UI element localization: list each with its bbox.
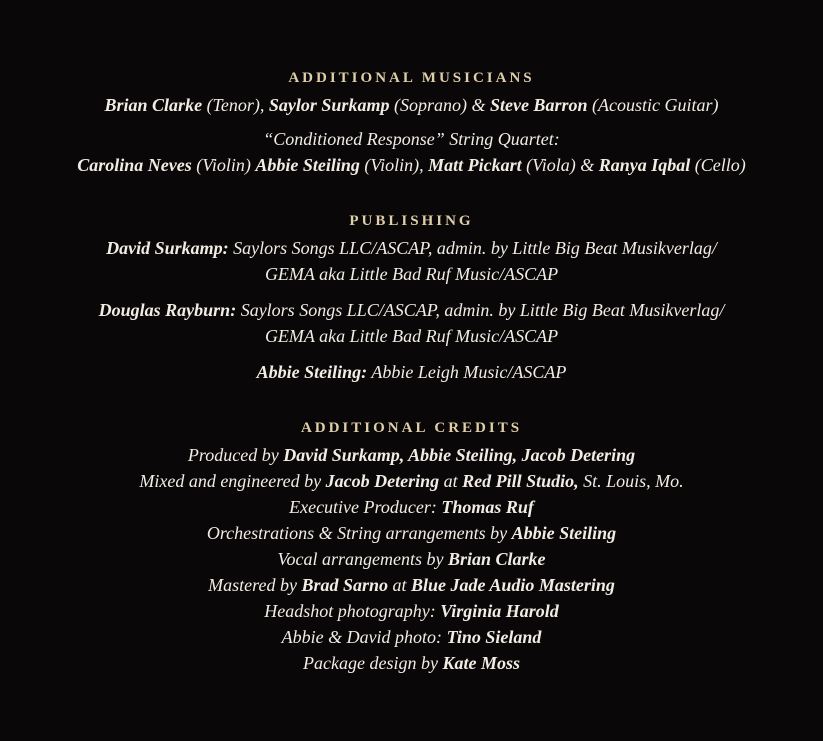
credit-name: Saylor Surkamp <box>268 95 390 115</box>
credit-line-executive-producer <box>0 494 823 520</box>
credit-name: Ranya Iqbal <box>598 155 691 175</box>
credit-name: Red Pill Studio, <box>462 471 579 491</box>
credit-line-abbie-david-photo <box>0 624 823 650</box>
credit-name: David Surkamp: <box>106 238 229 258</box>
credit-line-mastered <box>0 572 823 598</box>
credit-line-vocal-arrangements <box>0 546 823 572</box>
credit-role-text: Abbie & David photo: <box>281 627 447 647</box>
publishing-entry-abbie-steiling <box>0 359 823 385</box>
credit-role-text: (Violin), <box>359 155 429 175</box>
credit-line-produced <box>0 442 823 468</box>
credit-name: Douglas Rayburn: <box>98 300 237 320</box>
credit-name: Thomas Ruf <box>441 497 534 517</box>
credit-line-package-design <box>0 650 823 676</box>
quartet-title: “Conditioned Response” String Quartet: <box>263 129 560 149</box>
credit-role-text: Abbie Leigh Music/ASCAP <box>367 362 567 382</box>
credit-name: Brian Clarke <box>447 549 546 569</box>
credit-name: Steve Barron <box>489 95 588 115</box>
publishing-line <box>0 235 823 261</box>
credit-line-mixed-engineered <box>0 468 823 494</box>
credit-name: Kate Moss <box>442 653 520 673</box>
credit-name: Matt Pickart <box>428 155 522 175</box>
publishing-heading: PUBLISHING <box>349 213 474 229</box>
musicians-line <box>0 92 823 118</box>
credit-role-text: Saylors Songs LLC/ASCAP, admin. by Little Big Beat Musikverlag/ <box>236 300 725 320</box>
credit-role-text: (Cello) <box>690 155 746 175</box>
credit-role-text: (Soprano) & <box>389 95 490 115</box>
credit-name: David Surkamp, Abbie Steiling, Jacob Detering <box>283 445 636 465</box>
credit-role-text: at <box>439 471 463 491</box>
credit-role-text: Mastered by <box>208 575 302 595</box>
credit-name: Tino Sieland <box>446 627 542 647</box>
credit-name: Abbie Steiling <box>255 155 360 175</box>
quartet-members-line <box>0 152 823 178</box>
credit-role-text: (Tenor), <box>202 95 269 115</box>
credit-role-text: Executive Producer: <box>289 497 442 517</box>
credit-name: Carolina Neves <box>77 155 192 175</box>
credit-name: Brad Sarno <box>301 575 388 595</box>
credit-name: Brian Clarke <box>104 95 203 115</box>
credit-role-text: Vocal arrangements by <box>277 549 448 569</box>
credit-line-headshot-photography <box>0 598 823 624</box>
section-additional-musicians <box>0 70 823 178</box>
credit-role-text: GEMA aka Little Bad Ruf Music/ASCAP <box>264 326 559 346</box>
credit-role-text: GEMA aka Little Bad Ruf Music/ASCAP <box>264 264 559 284</box>
publishing-line <box>0 359 823 385</box>
credit-role-text: (Violin) <box>191 155 256 175</box>
credit-role-text: Headshot photography: <box>264 601 441 621</box>
credit-name: Abbie Steiling: <box>256 362 368 382</box>
credit-role-text: Saylors Songs LLC/ASCAP, admin. by Little Big Beat Musikverlag/ <box>228 238 717 258</box>
credit-role-text: (Viola) & <box>521 155 599 175</box>
credit-line-orchestrations <box>0 520 823 546</box>
publishing-line <box>0 261 823 287</box>
credit-role-text: (Acoustic Guitar) <box>587 95 719 115</box>
section-publishing <box>0 213 823 385</box>
credit-role-text: Orchestrations & String arrangements by <box>206 523 512 543</box>
publishing-line <box>0 323 823 349</box>
credit-name: Jacob Detering <box>325 471 440 491</box>
publishing-line <box>0 297 823 323</box>
publishing-entry-douglas-rayburn <box>0 297 823 349</box>
section-additional-credits <box>0 420 823 676</box>
credit-role-text: at <box>387 575 411 595</box>
credit-role-text: Mixed and engineered by <box>139 471 326 491</box>
additional-credits-heading: ADDITIONAL CREDITS <box>300 420 523 436</box>
credit-role-text: Package design by <box>303 653 443 673</box>
publishing-entry-david-surkamp <box>0 235 823 287</box>
credit-name: Virginia Harold <box>440 601 559 621</box>
credit-role-text: St. Louis, Mo. <box>578 471 684 491</box>
credit-name: Abbie Steiling <box>511 523 617 543</box>
credit-name: Blue Jade Audio Mastering <box>411 575 615 595</box>
credit-role-text: Produced by <box>187 445 284 465</box>
additional-musicians-heading: ADDITIONAL MUSICIANS <box>288 70 535 86</box>
